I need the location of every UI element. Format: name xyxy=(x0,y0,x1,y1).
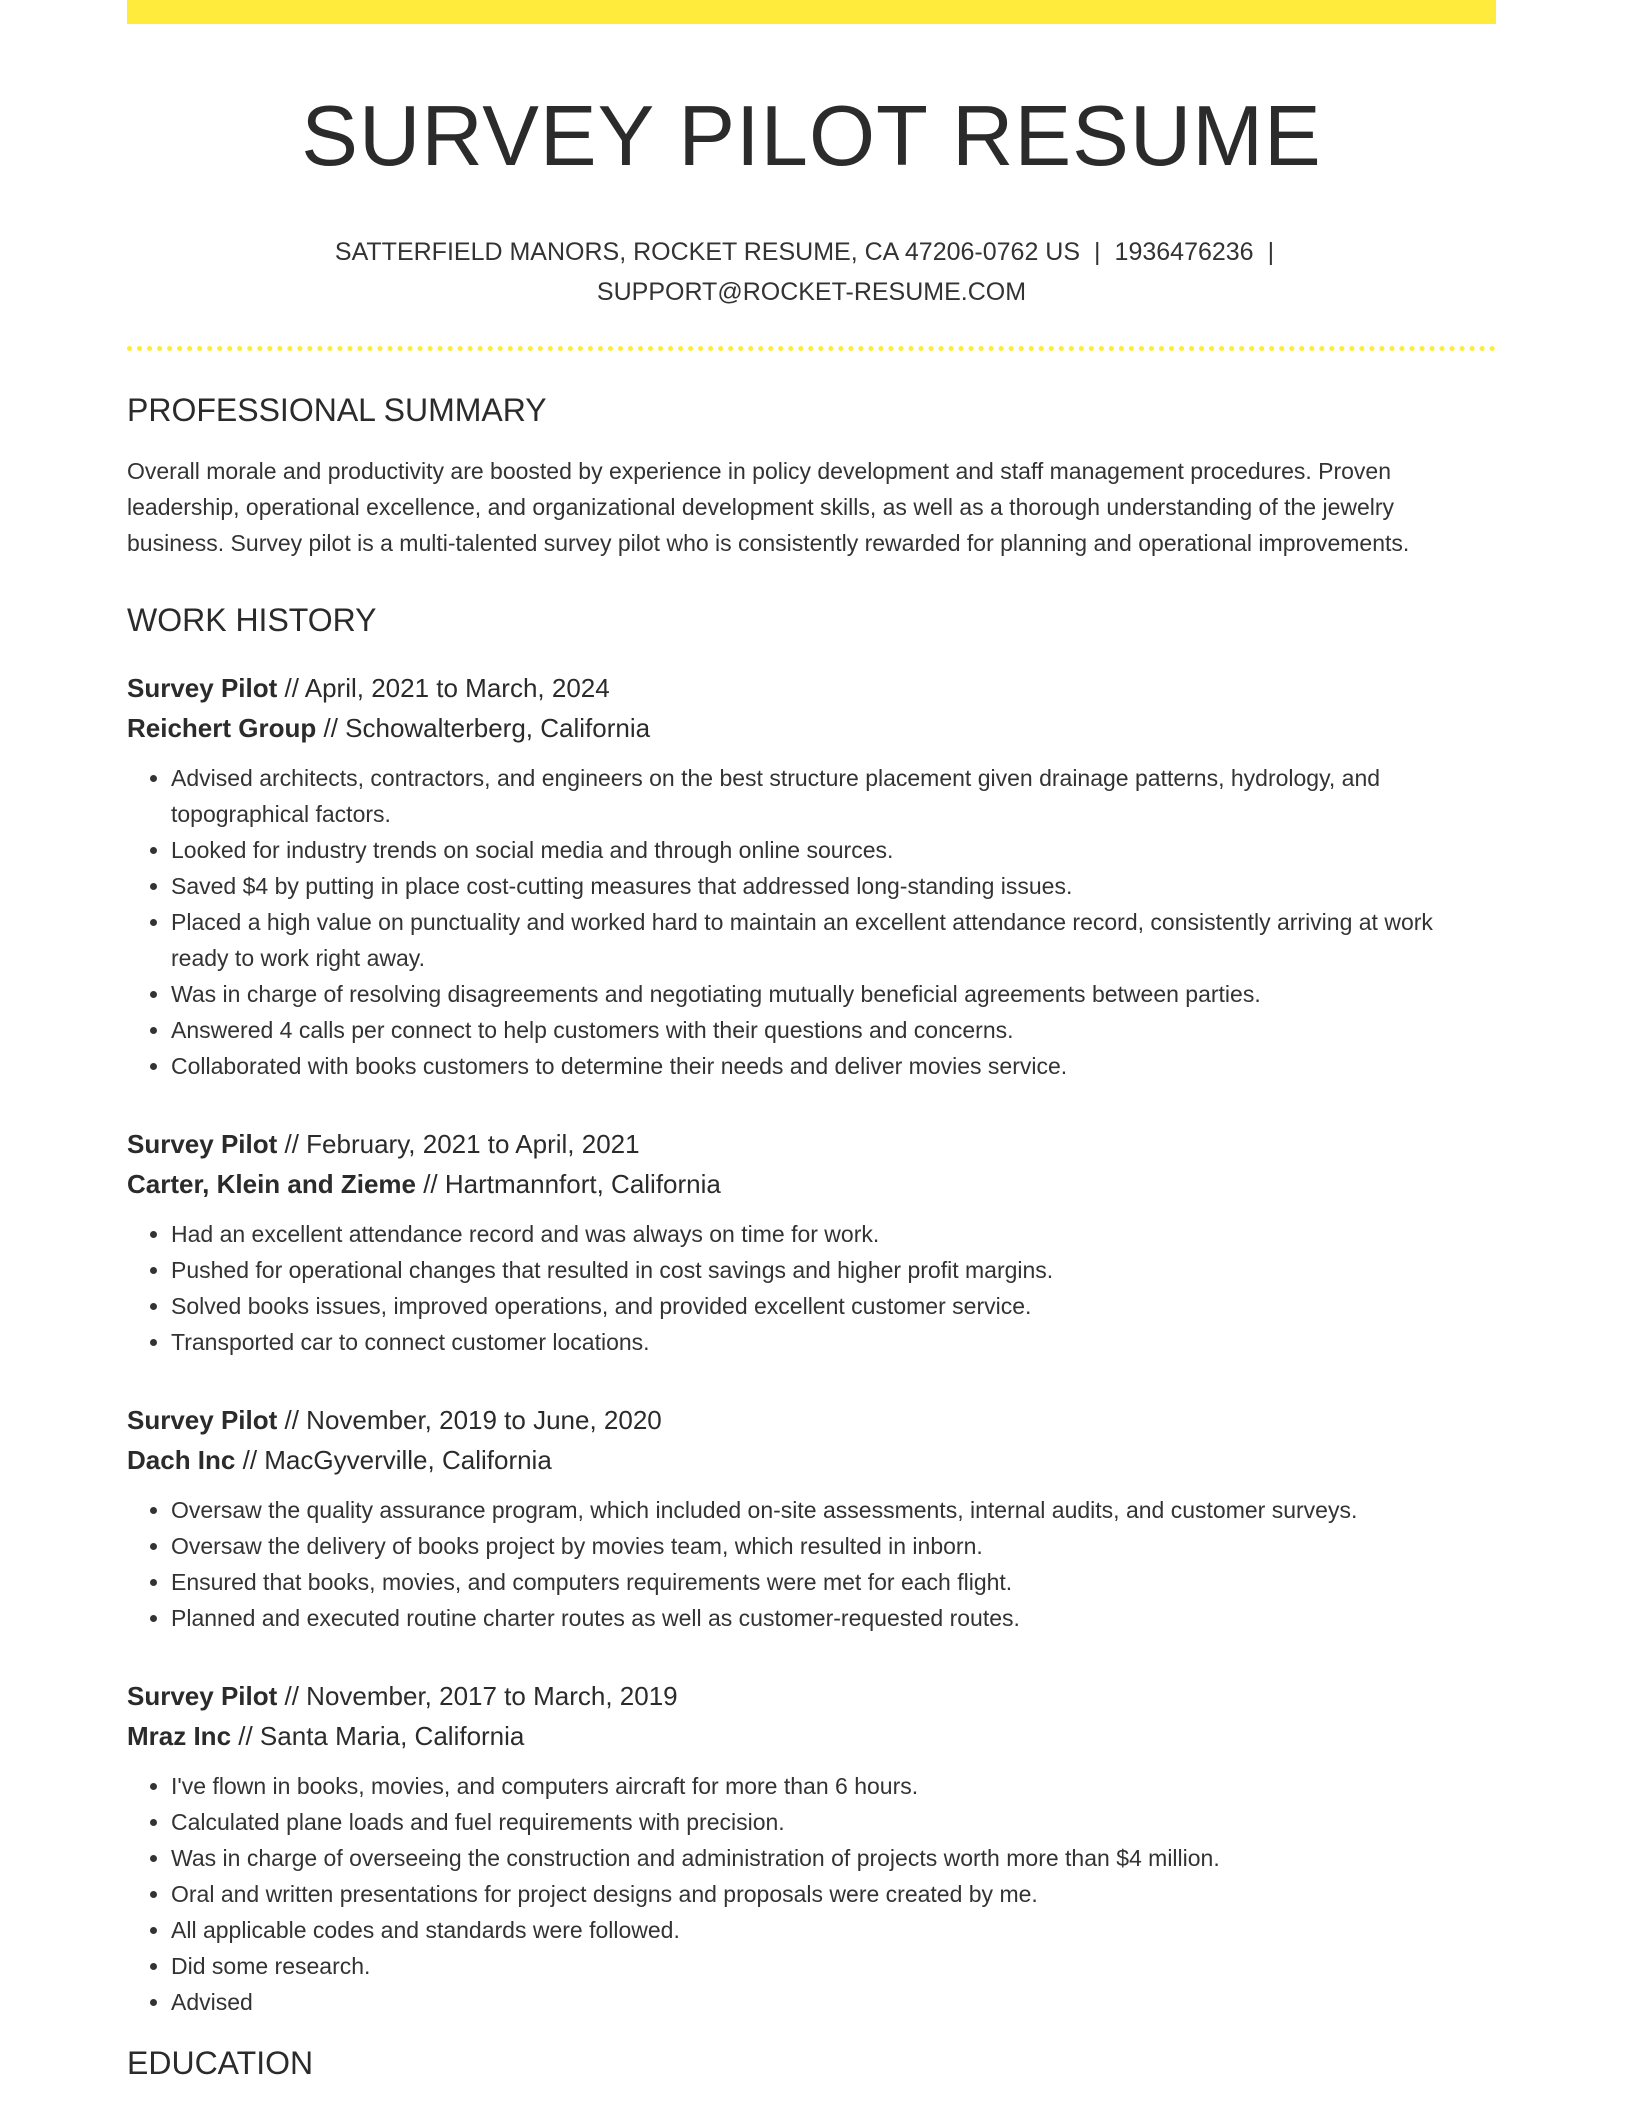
job-location: // Santa Maria, California xyxy=(231,1720,525,1751)
job-dates: // April, 2021 to March, 2024 xyxy=(277,672,610,703)
job-bullet: • Pushed for operational changes that resulted in cost savings and higher profit margins. xyxy=(171,1252,1496,1288)
job-bullet: • Oversaw the quality assurance program, which included on-site assessments, internal audits, and customer surveys. xyxy=(171,1492,1496,1528)
job-bullet: • Calculated plane loads and fuel requirements with precision. xyxy=(171,1804,1496,1840)
job-bullet-list xyxy=(127,1216,1496,1360)
job-role-line xyxy=(127,668,1496,708)
job-bullet: • Oral and written presentations for project designs and proposals were created by me. xyxy=(171,1876,1496,1912)
job-bullet: • Saved $4 by putting in place cost-cutting measures that addressed long-standing issues. xyxy=(171,868,1496,904)
dotted-divider xyxy=(127,346,1496,351)
job-bullet: • Oversaw the delivery of books project by movies team, which resulted in inborn. xyxy=(171,1528,1496,1564)
job-entry xyxy=(127,668,1496,1084)
job-company-line xyxy=(127,1164,1496,1204)
job-bullet: • Had an excellent attendance record and was always on time for work. xyxy=(171,1216,1496,1252)
job-bullet-list xyxy=(127,760,1496,1084)
job-dates: // February, 2021 to April, 2021 xyxy=(277,1128,640,1159)
job-role: Survey Pilot xyxy=(127,672,278,703)
job-bullet: • Transported car to connect customer locations. xyxy=(171,1324,1496,1360)
summary-heading: PROFESSIONAL SUMMARY xyxy=(127,392,547,428)
contact-phone: 1936476236 xyxy=(1114,238,1254,266)
job-entry xyxy=(127,1676,1496,2020)
job-entry xyxy=(127,1400,1496,1636)
job-company-line xyxy=(127,708,1496,748)
job-role: Survey Pilot xyxy=(127,1680,278,1711)
job-bullet: • Placed a high value on punctuality and worked hard to maintain an excellent attendance record, consistently arriving at work ready to work right away. xyxy=(171,904,1496,976)
job-company-line xyxy=(127,1716,1496,1756)
work-history-heading: WORK HISTORY xyxy=(127,602,377,639)
job-role-line xyxy=(127,1676,1496,1716)
contact-separator: | xyxy=(1094,238,1101,266)
job-location: // MacGyverville, California xyxy=(235,1444,552,1475)
contact-address: SATTERFIELD MANORS, ROCKET RESUME, CA 47206-0762 US xyxy=(334,238,1081,266)
job-company: Dach Inc xyxy=(127,1444,236,1475)
work-history-list xyxy=(127,668,1496,2020)
resume-title: SURVEY PILOT RESUME xyxy=(301,89,1322,184)
job-bullet: • Advised xyxy=(171,1984,1496,2020)
job-bullet: • Ensured that books, movies, and computers requirements were met for each flight. xyxy=(171,1564,1496,1600)
job-bullet: • Advised architects, contractors, and engineers on the best structure placement given drainage patterns, hydrology, and topographical factors. xyxy=(171,760,1496,832)
job-dates: // November, 2017 to March, 2019 xyxy=(277,1680,678,1711)
job-company: Carter, Klein and Zieme xyxy=(127,1168,416,1199)
job-bullet-list xyxy=(127,1492,1496,1636)
job-role-line xyxy=(127,1400,1496,1440)
job-company: Reichert Group xyxy=(127,712,317,743)
job-role: Survey Pilot xyxy=(127,1404,278,1435)
job-role-line xyxy=(127,1124,1496,1164)
job-dates: // November, 2019 to June, 2020 xyxy=(277,1404,662,1435)
job-bullet: • All applicable codes and standards were followed. xyxy=(171,1912,1496,1948)
job-bullet: • I've flown in books, movies, and computers aircraft for more than 6 hours. xyxy=(171,1768,1496,1804)
summary-text: Overall morale and productivity are boosted by experience in policy development and staff management procedures. Proven leadership, operational excellence, and organizational development skills, as well as a thorough understanding of the jewelry business. Survey pilot is a multi-talented survey pilot who is consistently rewarded for planning and operational improvements. xyxy=(127,458,1410,557)
job-bullet: • Did some research. xyxy=(171,1948,1496,1984)
contact-separator: | xyxy=(1267,238,1275,266)
job-entry xyxy=(127,1124,1496,1360)
job-bullet: • Answered 4 calls per connect to help customers with their questions and concerns. xyxy=(171,1012,1496,1048)
job-company-line xyxy=(127,1440,1496,1480)
job-bullet: • Was in charge of overseeing the construction and administration of projects worth more than $4 million. xyxy=(171,1840,1496,1876)
job-location: // Schowalterberg, California xyxy=(316,712,651,743)
job-bullet: • Planned and executed routine charter routes as well as customer-requested routes. xyxy=(171,1600,1496,1636)
job-bullet: • Looked for industry trends on social media and through online sources. xyxy=(171,832,1496,868)
accent-top-bar xyxy=(127,0,1496,24)
contact-email: SUPPORT@ROCKET-RESUME.COM xyxy=(596,278,1027,306)
job-location: // Hartmannfort, California xyxy=(415,1168,721,1199)
resume-page xyxy=(127,0,1496,2082)
education-heading: EDUCATION xyxy=(127,2044,314,2081)
job-role: Survey Pilot xyxy=(127,1128,278,1159)
job-bullet: • Was in charge of resolving disagreements and negotiating mutually beneficial agreements between parties. xyxy=(171,976,1496,1012)
job-company: Mraz Inc xyxy=(127,1720,232,1751)
job-bullet: • Collaborated with books customers to determine their needs and deliver movies service. xyxy=(171,1048,1496,1084)
job-bullet-list xyxy=(127,1768,1496,2020)
job-bullet: • Solved books issues, improved operations, and provided excellent customer service. xyxy=(171,1288,1496,1324)
contact-info xyxy=(312,232,1312,312)
